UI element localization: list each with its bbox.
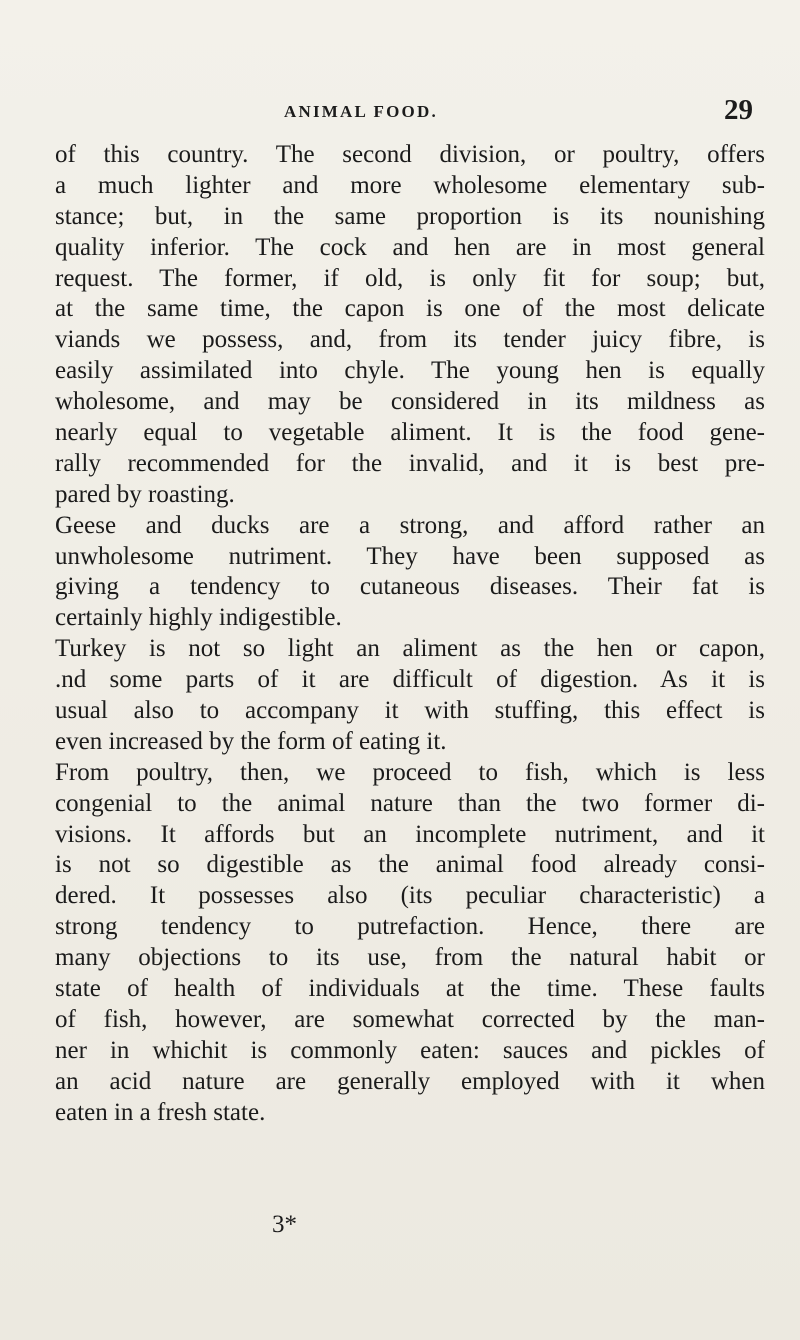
text-line: eaten in a fresh state.: [55, 1098, 266, 1126]
text-line: at the same time, the capon is one of the most delicate: [55, 295, 765, 323]
text-line: ner in whichit is commonly eaten: sauces and pickles of: [55, 1036, 765, 1064]
text-line: quality inferior. The cock and hen are in most general: [55, 233, 765, 261]
text-line: easily assimilated into chyle. The young hen is equally: [55, 357, 765, 385]
text-line: pared by roasting.: [55, 480, 235, 508]
signature-mark: 3*: [272, 1211, 297, 1238]
text-line: wholesome, and may be considered in its mildness as: [55, 388, 765, 416]
text-line: an acid nature are generally employed with it when: [55, 1067, 765, 1095]
text-line: .nd some parts of it are difficult of digestion. As it is: [55, 666, 765, 694]
text-line: even increased by the form of eating it.: [55, 727, 447, 755]
running-title: ANIMAL FOOD.: [284, 102, 438, 121]
text-line: a much lighter and more wholesome elementary sub-: [55, 171, 765, 199]
text-line: congenial to the animal nature than the two former di-: [55, 789, 765, 817]
text-line: viands we possess, and, from its tender juicy fibre, is: [55, 326, 765, 354]
text-line: request. The former, if old, is only fit for soup; but,: [55, 264, 765, 292]
text-line: Turkey is not so light an aliment as the hen or capon,: [55, 635, 765, 663]
text-line: is not so digestible as the animal food already consi-: [55, 851, 765, 879]
text-line: strong tendency to putrefaction. Hence, there are: [55, 913, 765, 941]
text-line: From poultry, then, we proceed to fish, which is less: [55, 758, 765, 786]
text-line: usual also to accompany it with stuffing, this effect is: [55, 697, 765, 725]
body-text: [55, 140, 765, 1129]
text-line: many objections to its use, from the natural habit or: [55, 944, 765, 972]
text-line: certainly highly indigestible.: [55, 604, 342, 632]
text-line: of this country. The second division, or poultry, offers: [55, 141, 765, 168]
text-line: giving a tendency to cutaneous diseases. Their fat is: [55, 573, 765, 601]
text-line: state of health of individuals at the time. These faults: [55, 975, 765, 1003]
text-line: visions. It affords but an incomplete nutriment, and it: [55, 820, 765, 848]
page-number: 29: [724, 94, 753, 126]
text-line: unwholesome nutriment. They have been supposed as: [55, 542, 765, 570]
text-line: rally recommended for the invalid, and it is best pre-: [55, 449, 765, 477]
text-line: stance; but, in the same proportion is its nounishing: [55, 202, 765, 230]
text-line: dered. It possesses also (its peculiar characteristic) a: [55, 882, 765, 910]
running-head: [0, 92, 800, 132]
text-line: Geese and ducks are a strong, and afford rather an: [55, 511, 765, 539]
text-line: of fish, however, are somewhat corrected by the man-: [55, 1005, 765, 1033]
text-line: nearly equal to vegetable aliment. It is the food gene-: [55, 419, 765, 447]
